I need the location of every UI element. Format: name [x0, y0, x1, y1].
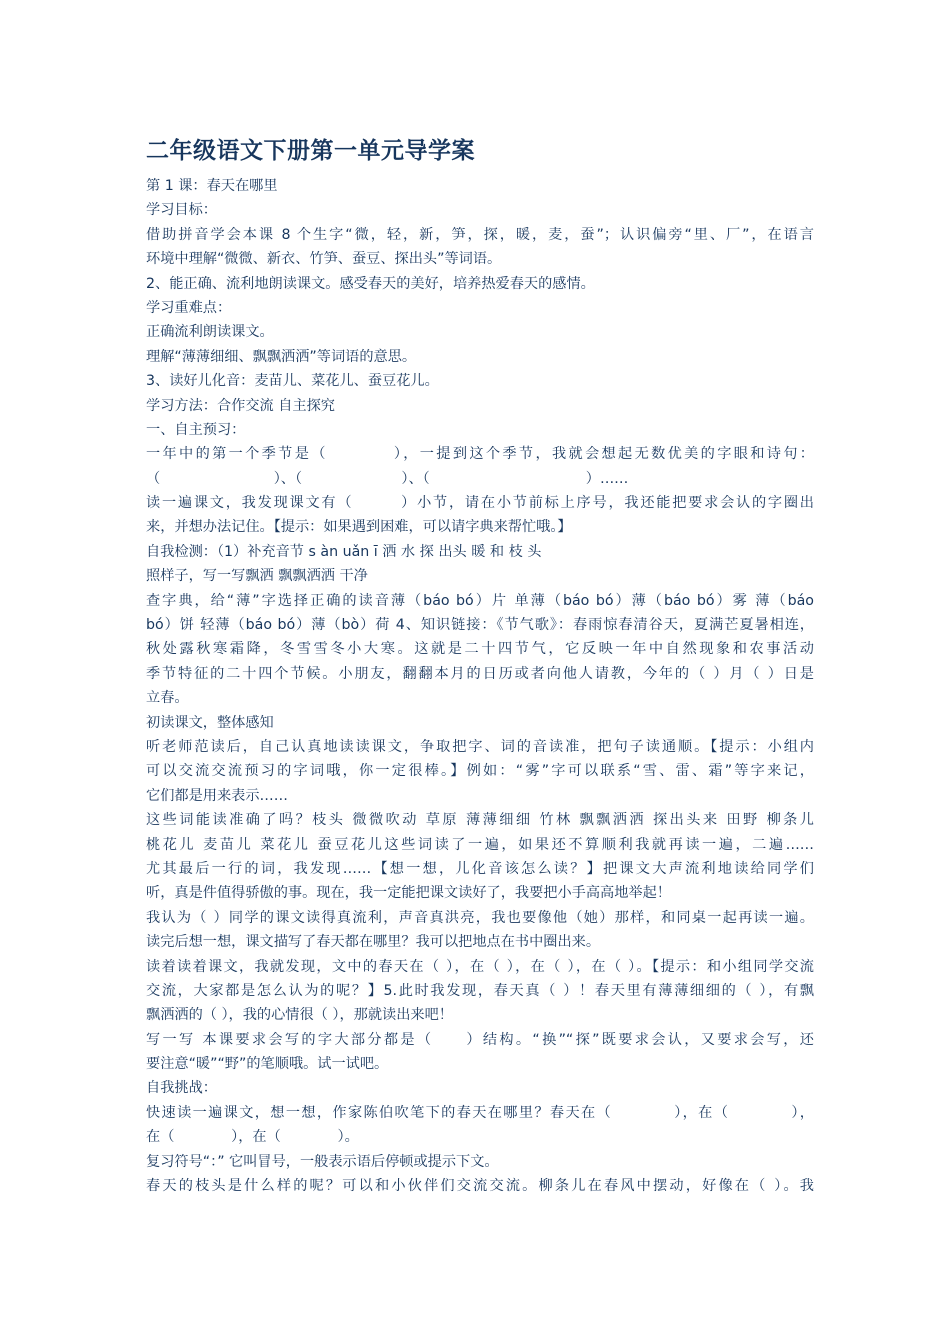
body-line: 它们都是用来表示……	[146, 787, 288, 804]
body-line: 听老师范读后，自己认真地读读课文，争取把字、词的音读准，把句子读通顺。【提示：小组内	[146, 738, 814, 755]
body-line: 快速读一遍课文，想一想，作家陈伯吹笔下的春天在哪里？春天在（ ），在（ ），	[146, 1104, 814, 1121]
body-line: 查字典，给“薄”字选择正确的读音薄（báo bó）片 单薄（báo bó）薄（báo bó）雾 薄（báo	[146, 592, 814, 609]
body-line: 听，真是件值得骄傲的事。现在，我一定能把课文读好了，我要把小手高高地举起！	[146, 885, 671, 902]
document-body	[146, 174, 814, 1198]
body-line: 读一遍课文，我发现课文有（ ）小节，请在小节前标上序号，我还能把要求会认的字圈出	[146, 495, 814, 512]
body-line: 要注意“暖”“野”的笔顺哦。试一试吧。	[146, 1056, 389, 1073]
body-line: 读着读着课文，我就发现，文中的春天在（ ），在（ ），在（ ），在（ ）。【提示：和小组同学交流	[146, 958, 814, 975]
body-line: 桃花儿 麦苗儿 菜花儿 蚕豆花儿这些词读了一遍，如果还不算顺利我就再读一遍，二遍……	[146, 836, 814, 853]
body-line: 复习符号“：” 它叫冒号，一般表示语后停顿或提示下文。	[146, 1153, 499, 1170]
body-line: 飘洒洒的（ ），我的心情很（ ），那就读出来吧！	[146, 1007, 453, 1024]
body-line: 学习方法：合作交流 自主探究	[146, 397, 335, 414]
body-line: 自我挑战：	[146, 1080, 217, 1097]
body-line: 季节特征的二十四个节候。小朋友，翻翻本月的日历或者向他人请教，今年的（ ）月（ ）日是	[146, 665, 814, 682]
body-line: 3、读好儿化音：麦苗儿、菜花儿、蚕豆花儿。	[146, 373, 439, 390]
body-line: 尤其最后一行的词，我发现……【想一想，儿化音该怎么读？】把课文大声流利地读给同学们	[146, 860, 814, 877]
body-line: 自我检测：（1）补充音节 s àn uǎn ī 洒 水 探 出头 暖 和 枝 头	[146, 543, 542, 560]
body-line: 一年中的第一个季节是（ ），一提到这个季节，我就会想起无数优美的字眼和诗句：	[146, 446, 814, 463]
body-line: 交流，大家都是怎么认为的呢？】5.此时我发现，春天真（ ）！春天里有薄薄细细的（ ），有飘	[146, 982, 814, 999]
document-title: 二年级语文下册第一单元导学案	[146, 138, 475, 164]
body-line: 照样子，写一写飘洒 飘飘洒洒 干净	[146, 568, 368, 585]
body-line: 理解“薄薄细细、飘飘洒洒”等词语的意思。	[146, 348, 417, 365]
body-line: 第 1 课：春天在哪里	[146, 178, 278, 194]
body-line: 一、自主预习：	[146, 421, 246, 438]
body-line: 秋处露秋寒霜降，冬雪雪冬小大寒。这就是二十四节气，它反映一年中自然现象和农事活动	[146, 641, 814, 658]
body-line: 我认为（ ）同学的课文读得真流利，声音真洪亮，我也要像他（她）那样，和同桌一起再读一遍。	[146, 909, 814, 926]
body-line: 学习目标：	[146, 202, 217, 219]
body-line: 来，并想办法记住。【提示：如果遇到困难，可以请字典来帮忙哦。】	[146, 519, 572, 536]
body-line: 可以交流交流预习的字词哦，你一定很棒。】例如：“雾”字可以联系“雪、雷、霜”等字来记，	[146, 763, 814, 780]
body-line: 在（ ），在（ ）。	[146, 1129, 359, 1146]
body-line: 这些词能读准确了吗？枝头 微微吹动 草原 薄薄细细 竹林 飘飘洒洒 探出头来 田野 柳条儿	[146, 812, 814, 829]
body-line: 春天的枝头是什么样的呢？可以和小伙伴们交流交流。柳条儿在春风中摆动，好像在（ ）。我	[146, 1178, 814, 1195]
body-line: 环境中理解“微微、新衣、竹笋、蚕豆、探出头”等词语。	[146, 251, 502, 268]
body-line: 读完后想一想，课文描写了春天都在哪里？我可以把地点在书中圈出来。	[146, 934, 601, 951]
body-line: 正确流利朗读课文。	[146, 324, 274, 341]
body-line: 立春。	[146, 690, 189, 707]
body-line: 学习重难点：	[146, 299, 232, 316]
body-line: （ ）、（ ）、（ ）……	[146, 470, 629, 487]
body-line: bó）饼 轻薄（báo bó）薄（bò）荷 4、知识链接：《节气歌》：春雨惊春清谷天，夏满芒夏暑相连，	[146, 617, 814, 634]
body-line: 2、能正确、流利地朗读课文。感受春天的美好，培养热爱春天的感情。	[146, 275, 595, 292]
body-line: 借助拼音学会本课 8 个生字“微，轻，新，笋，探，暖，麦，蚕”；认识偏旁“里、厂”，在语言	[146, 226, 814, 243]
body-line: 写一写 本课要求会写的字大部分都是（ ）结构。“换”“探”既要求会认，又要求会写，还	[146, 1031, 814, 1048]
body-line: 初读课文，整体感知	[146, 714, 274, 731]
